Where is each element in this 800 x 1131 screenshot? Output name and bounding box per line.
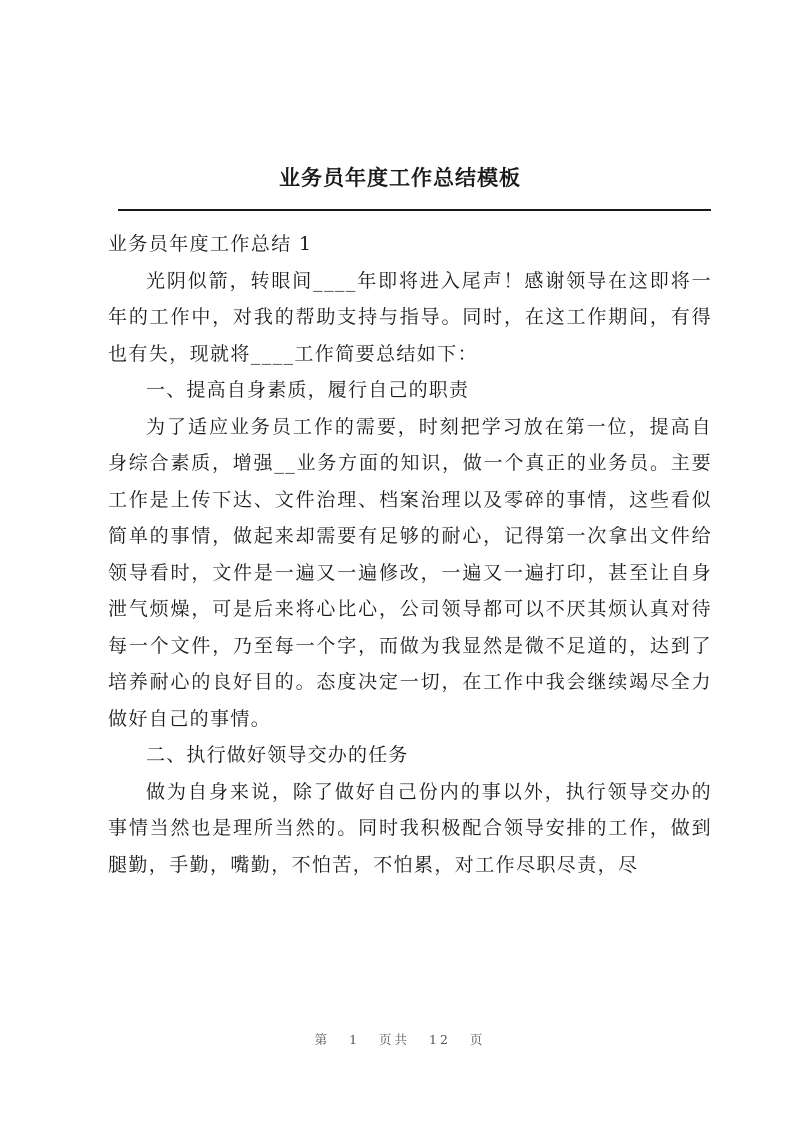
section-heading-2: 二、执行做好领导交办的任务 bbox=[146, 744, 409, 766]
section-heading-1: 一、提高自身素质，履行自己的职责 bbox=[146, 379, 470, 401]
section-subtitle: 业务员年度工作总结 1 bbox=[108, 233, 313, 255]
paragraph-section-2: 做为自身来说，除了做好自己份内的事以外，执行领导交办的事情当然也是理所当然的。同时我积极配合领导安排的工作，做到腿勤，手勤，嘴勤，不怕苦，不怕累，对工作尽职尽责，尽 bbox=[108, 780, 712, 876]
footer-prefix: 第 bbox=[314, 1032, 331, 1047]
document-title: 业务员年度工作总结模板 bbox=[279, 165, 521, 190]
page-footer bbox=[0, 1030, 800, 1048]
footer-suffix: 页 bbox=[469, 1032, 486, 1047]
footer-mid: 页共 bbox=[379, 1032, 411, 1047]
document-body bbox=[108, 226, 712, 883]
paragraph-section-1: 为了适应业务员工作的需要，时刻把学习放在第一位，提高自身综合素质，增强__业务方面的知识，做一个真正的业务员。主要工作是上传下达、文件治理、档案治理以及零碎的事情，这些看似简单的事情，做起来却需要有足够的耐心，记得第一次拿出文件给领导看时，文件是一遍又一遍修改，一遍又一遍打印，甚至让自身泄气烦燥，可是后来将心比心，公司领导都可以不厌其烦认真对待每一个文件，乃至每一个字，而做为我显然是微不足道的，达到了培养耐心的良好目的。态度决定一切，在工作中我会继续竭尽全力做好自己的事情。 bbox=[108, 415, 712, 730]
paragraph-intro: 光阴似箭，转眼间____年即将进入尾声！感谢领导在这即将一年的工作中，对我的帮助支持与指导。同时，在这工作期间，有得也有失，现就将____工作简要总结如下： bbox=[108, 269, 712, 365]
title-divider bbox=[118, 209, 711, 211]
footer-current-page: 1 bbox=[349, 1032, 361, 1047]
footer-total-pages: 12 bbox=[429, 1032, 451, 1047]
